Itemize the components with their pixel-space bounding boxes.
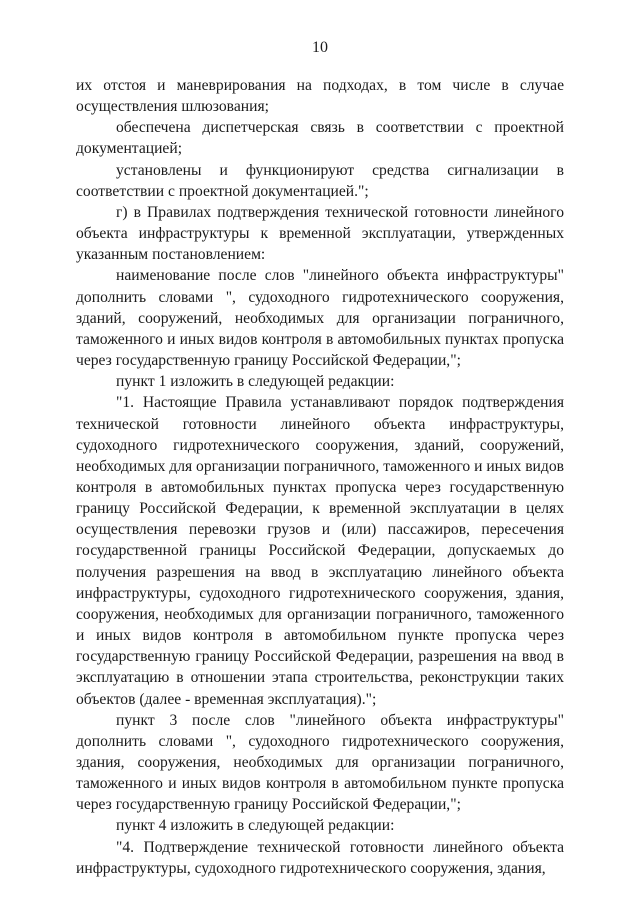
paragraph-4: г) в Правилах подтверждения технической готовности линейного объекта инфраструктуры к временной эксплуатации, утвержденных указанным постановлением: — [76, 203, 564, 264]
paragraph-3: установлены и функционируют средства сигнализации в соответствии с проектной документацией."; — [76, 161, 564, 200]
page-number: 10 — [312, 39, 328, 56]
paragraph-9: пункт 4 изложить в следующей редакции: — [116, 817, 395, 835]
paragraph-10: "4. Подтверждение технической готовности линейного объекта инфраструктуры, судоходного гидротехнического сооружения, здания, — [76, 838, 564, 877]
paragraph-2: обеспечена диспетчерская связь в соответствии с проектной документацией; — [76, 119, 564, 158]
paragraph-5: наименование после слов "линейного объекта инфраструктуры" дополнить словами ", судоходного гидротехнического сооружения, зданий, сооружений, необходимых для организации пограничного, таможенного и иных видов контроля в автомобильных пунктах пропуска через государственную границу Российской Федерации,"; — [76, 267, 564, 370]
document-body — [76, 75, 564, 879]
paragraph-8: пункт 3 после слов "линейного объекта инфраструктуры" дополнить словами ", судоходного гидротехнического сооружения, здания, сооружения, необходимых для организации пограничного, таможенного и иных видов контроля в автомобильном пункте пропуска через государственную границу Российской Федерации,"; — [76, 711, 564, 814]
paragraph-7: "1. Настоящие Правила устанавливают порядок подтверждения технической готовности линейного объекта инфраструктуры, судоходного гидротехнического сооружения, зданий, сооружений, необходимых для организации пограничного, таможенного и иных видов контроля в автомобильных пунктах пропуска через государственную границу Российской Федерации, к временной эксплуатации в целях осуществления перевозки грузов и (или) пассажиров, пересечения государственной границы Российской Федерации, допускаемых до получения разрешения на ввод в эксплуатацию линейного объекта инфраструктуры, судоходного гидротехнического сооружения, здания, сооружения, необходимых для организации пограничного, таможенного и иных видов контроля в автомобильном пункте пропуска через государственную границу Российской Федерации, разрешения на ввод в эксплуатацию в отношении этапа строительства, реконструкции таких объектов (далее - временная эксплуатация)."; — [76, 394, 564, 708]
paragraph-6: пункт 1 изложить в следующей редакции: — [116, 373, 395, 391]
paragraph-1: их отстоя и маневрирования на подходах, в том числе в случае осуществления шлюзования; — [76, 77, 564, 116]
